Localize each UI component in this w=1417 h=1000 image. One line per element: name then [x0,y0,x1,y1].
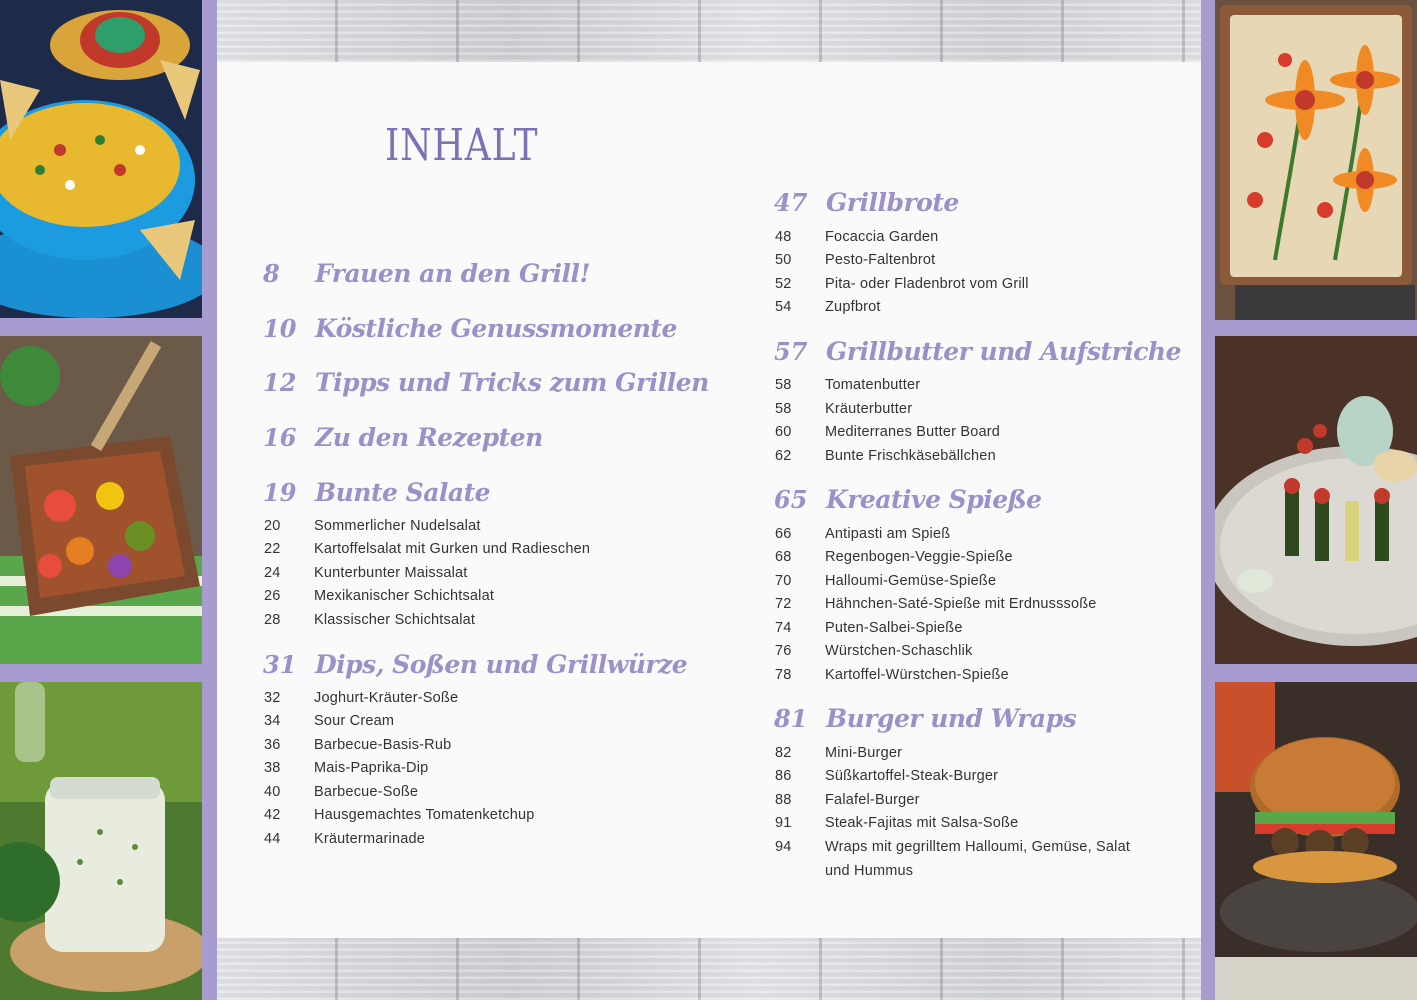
toc-page-number: 16 [263,423,297,452]
toc-page-number: 10 [263,314,297,343]
toc-entry-title: Antipasti am Spieß [825,526,951,542]
toc-entry-title: Kräutermarinade [314,831,425,847]
toc-entry-page: 78 [775,667,792,683]
toc-entry[interactable] [775,812,1155,836]
toc-section-title: Bunte Salate [315,478,491,507]
toc-entry-title: Kunterbunter Maissalat [314,565,468,581]
toc-entry-title: Mais-Paprika-Dip [314,760,429,776]
toc-section-heading[interactable] [774,337,1181,366]
toc-entry-page: 70 [775,573,792,589]
toc-entry[interactable] [775,226,1155,250]
toc-entry[interactable] [775,789,1155,813]
toc-entry-title: Süßkartoffel-Steak-Burger [825,768,999,784]
toc-page-number: 19 [263,478,297,507]
toc-entry[interactable] [775,445,1155,469]
toc-entry-title: Barbecue-Soße [314,784,419,800]
toc-section-title: Burger und Wraps [826,704,1077,733]
toc-entry-title: Mexikanischer Schichtsalat [314,588,495,604]
toc-entry-title: Klassischer Schichtsalat [314,612,476,628]
toc-entry-page: 20 [264,518,281,534]
photo-corn-salad [0,0,202,318]
toc-entry-page: 60 [775,424,792,440]
toc-entry-title: Wraps mit gegrilltem Halloumi, Gemüse, Salat und Hummus [825,839,1131,879]
toc-entry-page: 91 [775,815,792,831]
toc-entry-page: 52 [775,276,792,292]
toc-section-title: Tipps und Tricks zum Grillen [315,368,709,397]
toc-entry[interactable] [775,570,1155,594]
toc-entry[interactable] [775,273,1155,297]
toc-entry-page: 36 [264,737,281,753]
toc-page-number: 31 [263,650,297,679]
toc-entry-title: Barbecue-Basis-Rub [314,737,452,753]
toc-entry[interactable] [775,523,1155,547]
toc-entry-title: Mini-Burger [825,745,903,761]
toc-entry-page: 42 [264,807,281,823]
toc-entry[interactable] [775,617,1155,641]
photo-falafel-burger [1215,682,1417,1000]
toc-entry[interactable] [775,640,1155,664]
toc-entry-page: 74 [775,620,792,636]
photo-focaccia-garden [1215,0,1417,320]
toc-entry-title: Halloumi-Gemüse-Spieße [825,573,997,589]
toc-section-title: Grillbrote [826,188,959,217]
page-title: INHALT [385,120,539,171]
toc-section-heading[interactable] [774,704,1076,733]
toc-entry-title: Zupfbrot [825,299,881,315]
toc-entry-page: 28 [264,612,281,628]
toc-entry-page: 22 [264,541,281,557]
toc-entry-title: Regenbogen-Veggie-Spieße [825,549,1013,565]
toc-entry-page: 88 [775,792,792,808]
toc-entry-page: 26 [264,588,281,604]
toc-entry[interactable] [775,374,1155,398]
toc-entry-title: Pita- oder Fladenbrot vom Grill [825,276,1029,292]
toc-entry-page: 82 [775,745,792,761]
toc-entry-page: 40 [264,784,281,800]
toc-entry[interactable] [264,687,644,711]
toc-entry-page: 50 [775,252,792,268]
toc-page-number: 81 [774,704,808,733]
toc-entry-page: 32 [264,690,281,706]
toc-entry-title: Bunte Frischkäsebällchen [825,448,996,464]
toc-intro-item[interactable] [263,368,709,397]
toc-entry[interactable] [264,609,644,633]
toc-entry-title: Steak-Fajitas mit Salsa-Soße [825,815,1019,831]
toc-entry-title: Sommerlicher Nudelsalat [314,518,481,534]
toc-entry-title: Sour Cream [314,713,395,729]
toc-intro-item[interactable] [263,259,590,288]
toc-entry[interactable] [775,765,1155,789]
toc-entry[interactable] [264,757,644,781]
toc-entry-page: 68 [775,549,792,565]
toc-entry-title: Tomatenbutter [825,377,921,393]
toc-entry-title: Würstchen-Schaschlik [825,643,973,659]
toc-entry-page: 48 [775,229,792,245]
toc-entry-title: Focaccia Garden [825,229,939,245]
toc-entry[interactable] [264,710,644,734]
toc-entry-page: 58 [775,377,792,393]
toc-entry[interactable] [264,515,644,539]
toc-entry[interactable] [775,836,1145,883]
toc-entry[interactable] [264,781,644,805]
toc-entry[interactable] [264,585,644,609]
toc-entry[interactable] [775,398,1155,422]
toc-entry-page: 86 [775,768,792,784]
toc-entry-title: Kräuterbutter [825,401,913,417]
toc-section-heading[interactable] [774,188,959,217]
toc-entry[interactable] [775,249,1155,273]
toc-entry[interactable] [775,593,1155,617]
toc-entry[interactable] [775,296,1155,320]
toc-entry-title: Falafel-Burger [825,792,920,808]
toc-entry-page: 34 [264,713,281,729]
toc-entry-title: Hähnchen-Saté-Spieße mit Erdnusssoße [825,596,1097,612]
toc-section-title: Grillbutter und Aufstriche [826,337,1182,366]
toc-entry[interactable] [775,546,1155,570]
toc-section-title: Zu den Rezepten [315,423,543,452]
toc-entry[interactable] [264,804,644,828]
toc-entry-title: Puten-Salbei-Spieße [825,620,963,636]
toc-entry-page: 72 [775,596,792,612]
toc-entry-page: 38 [264,760,281,776]
toc-page-number: 8 [263,259,280,288]
toc-entry-title: Joghurt-Kräuter-Soße [314,690,459,706]
toc-entry-page: 54 [775,299,792,315]
toc-entry-page: 94 [775,839,792,855]
toc-entry-page: 66 [775,526,792,542]
toc-entry[interactable] [264,734,644,758]
toc-page-number: 57 [774,337,808,366]
toc-entry-page: 62 [775,448,792,464]
toc-section-heading[interactable] [263,650,687,679]
toc-page-number: 12 [263,368,297,397]
toc-page-number: 65 [774,485,808,514]
toc-entry[interactable] [775,742,1155,766]
toc-section-heading[interactable] [263,478,490,507]
toc-entry-page: 76 [775,643,792,659]
toc-entry-title: Kartoffel-Würstchen-Spieße [825,667,1009,683]
toc-intro-item[interactable] [263,314,677,343]
toc-entry-page: 44 [264,831,281,847]
toc-entry[interactable] [264,562,644,586]
toc-page-number: 47 [774,188,808,217]
toc-entry[interactable] [264,828,644,852]
toc-entry-page: 24 [264,565,281,581]
toc-intro-item[interactable] [263,423,543,452]
toc-section-title: Dips, Soßen und Grillwürze [315,650,688,679]
photo-herb-dip-jar [0,682,202,1000]
toc-section-title: Köstliche Genussmomente [315,314,677,343]
toc-section-title: Frauen an den Grill! [315,259,590,288]
toc-entry-title: Kartoffelsalat mit Gurken und Radieschen [314,541,591,557]
toc-section-heading[interactable] [774,485,1042,514]
photo-roasted-vegetables [0,336,202,664]
toc-entry[interactable] [775,664,1155,688]
toc-entry[interactable] [264,538,644,562]
toc-entry-page: 58 [775,401,792,417]
toc-entry-title: Pesto-Faltenbrot [825,252,936,268]
toc-entry-title: Hausgemachtes Tomatenketchup [314,807,535,823]
toc-entry[interactable] [775,421,1155,445]
toc-section-title: Kreative Spieße [826,485,1042,514]
toc-entry-title: Mediterranes Butter Board [825,424,1001,440]
photo-antipasti-skewers [1215,336,1417,664]
